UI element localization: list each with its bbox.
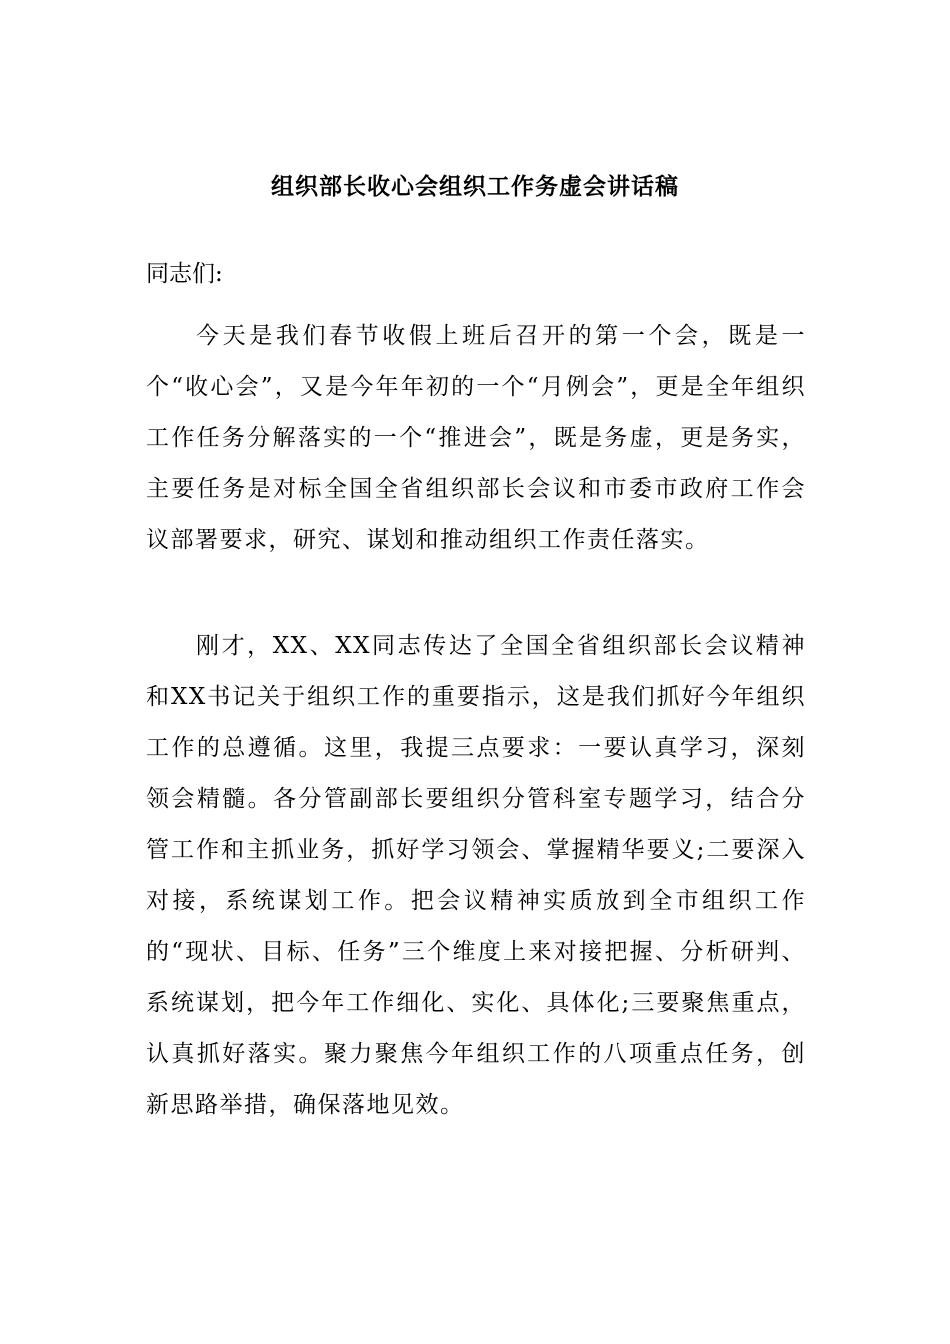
paragraph: 今天是我们春节收假上班后召开的第一个会，既是一个“收心会”，又是今年年初的一个“月例会”，更是全年组织工作任务分解落实的一个“推进会”，既是务虚，更是务实，主要任务是对标全国全省组织部长会议和市委市政府工作会议部署要求，研究、谋划和推动组织工作责任落实。: [146, 323, 806, 553]
document-title: 组织部长收心会组织工作务虚会讲话稿: [271, 174, 679, 200]
paragraph: 刚才，XX、XX同志传达了全国全省组织部长会议精神和XX书记关于组织工作的重要指示，这是我们抓好今年组织工作的总遵循。这里，我提三点要求：一要认真学习，深刻领会精髓。各分管副部长要组织分管科室专题学习，结合分管工作和主抓业务，抓好学习领会、掌握精华要义;二要深入对接，系统谋划工作。把会议精神实质放到全市组织工作的“现状、目标、任务”三个维度上来对接把握、分析研判、系统谋划，把今年工作细化、实化、具体化;三要聚焦重点，认真抓好落实。聚力聚焦今年组织工作的八项重点任务，创新思路举措，确保落地见效。: [146, 633, 806, 1118]
salutation: 同志们:: [146, 261, 223, 287]
